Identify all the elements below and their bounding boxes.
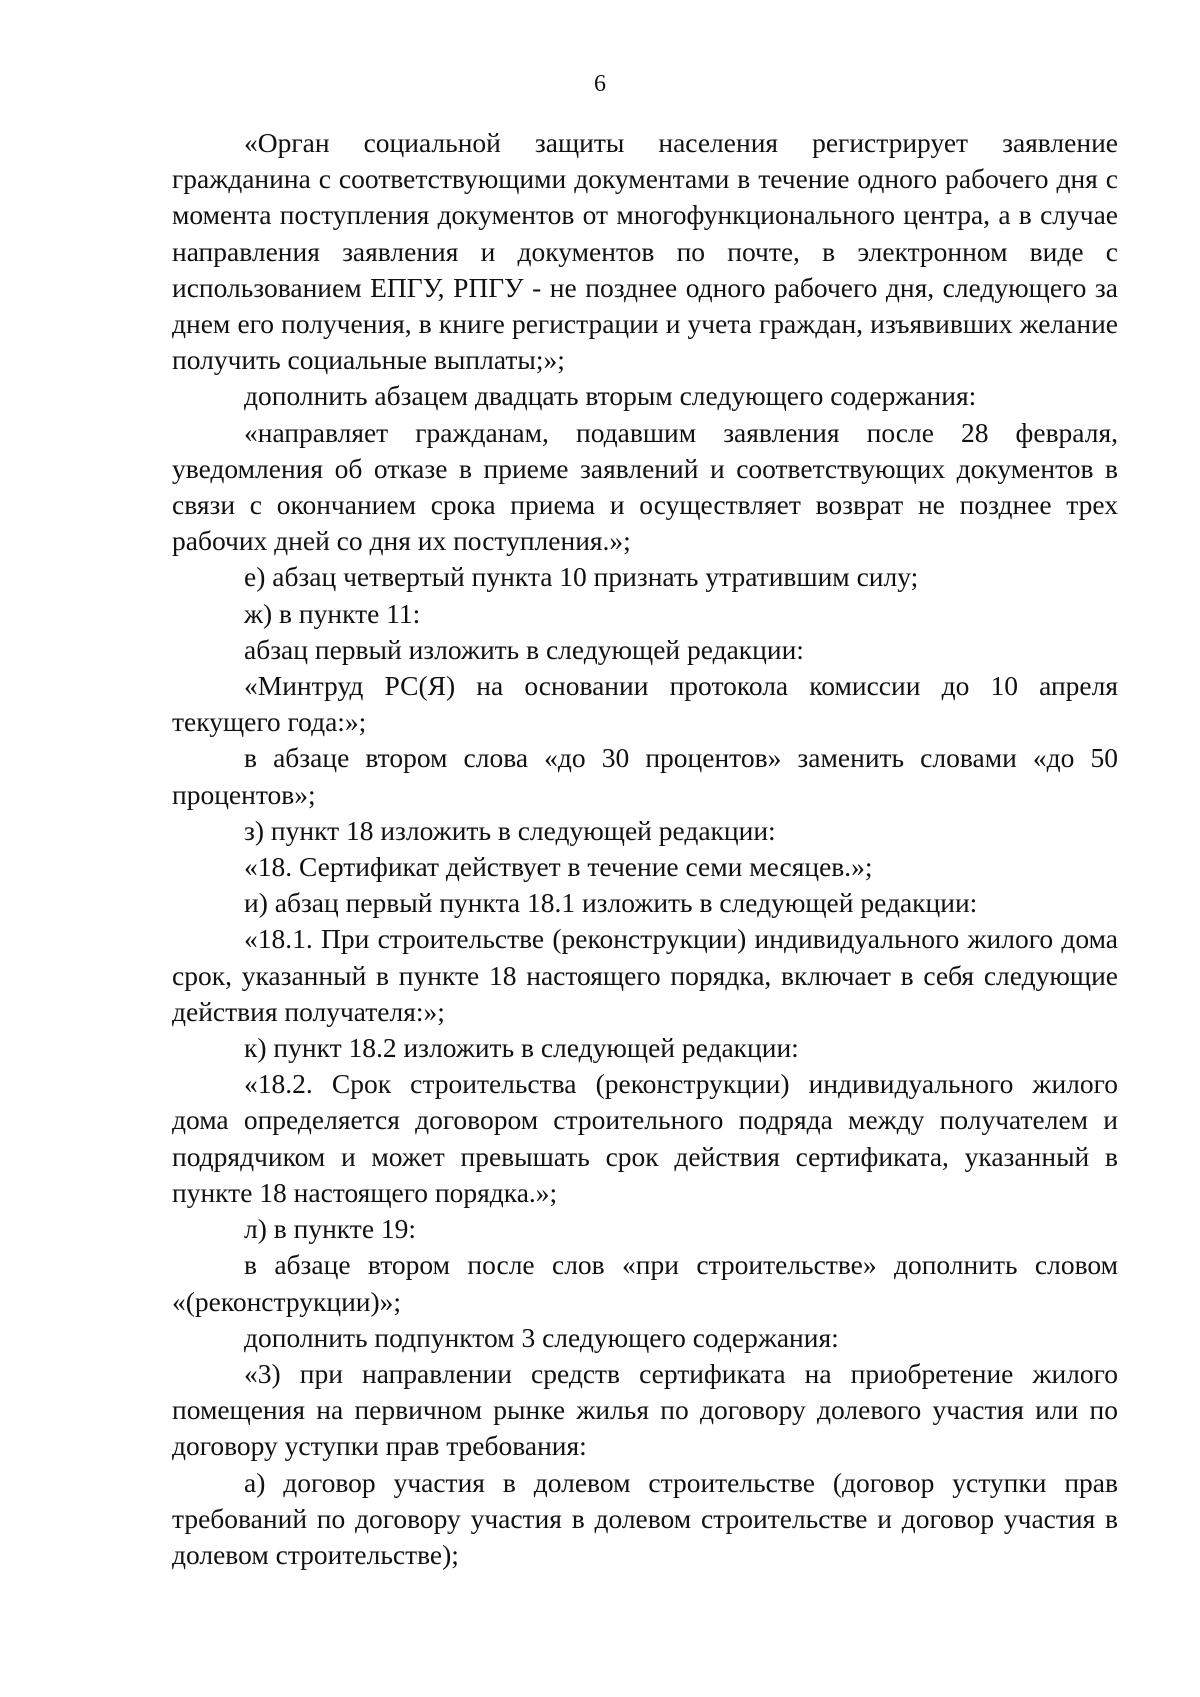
page-number: 6 — [594, 71, 606, 97]
paragraph-certificate-term: «18. Сертификат действует в течение семи месяцев.»; — [244, 851, 873, 883]
paragraph-18-1: «18.1. При строительстве (реконструкции) индивидуального жилого дома срок, указанный в пункте 18 настоящего порядка, включает в себя следующие действия получателя:»; — [172, 923, 1118, 1027]
paragraph-percent-change: в абзаце втором слова «до 30 процентов» заменить словами «до 50 процентов»; — [172, 742, 1118, 810]
paragraph-add-subitem-3: дополнить подпунктом 3 следующего содержания: — [244, 1321, 839, 1353]
paragraph-add-abzac-22: дополнить абзацем двадцать вторым следующего содержания: — [244, 380, 977, 412]
paragraph-18-2: «18.2. Срок строительства (реконструкции) индивидуального жилого дома определяется договором строительного подряда между получателем и подрядчиком и может превышать срок действия сертификата, указанный в пункте 18 настоящего порядка.»; — [172, 1068, 1118, 1208]
paragraph-item-i: и) абзац первый пункта 18.1 изложить в следующей редакции: — [244, 887, 978, 919]
paragraph-item-l: л) в пункте 19: — [244, 1213, 417, 1245]
paragraph-subitem-3: «3) при направлении средств сертификата на приобретение жилого помещения на первичном рынке жилья по договору долевого участия или по договору уступки прав требования: — [172, 1357, 1118, 1462]
paragraph-item-zh: ж) в пункте 11: — [244, 597, 421, 629]
paragraph-item-k: к) пункт 18.2 изложить в следующей редакции: — [244, 1032, 799, 1064]
document-body — [172, 125, 1118, 1573]
paragraph-mintrud: «Минтруд РС(Я) на основании протокола комиссии до 10 апреля текущего года:»; — [172, 670, 1118, 738]
paragraph-item-e: е) абзац четвертый пункта 10 признать утратившим силу; — [244, 561, 919, 593]
paragraph-item-z: з) пункт 18 изложить в следующей редакции: — [244, 814, 776, 846]
paragraph-refusal-notice: «направляет гражданам, подавшим заявления после 28 февраля, уведомления об отказе в приеме заявлений и соответствующих документов в связи с окончанием срока приема и осуществляет возврат не позднее трех рабочих дней со дня их поступления.»; — [172, 416, 1118, 557]
paragraph-reconstruction-word: в абзаце втором после слов «при строительстве» дополнить словом «(реконструкции)»; — [172, 1249, 1118, 1317]
paragraph-first-abzac: абзац первый изложить в следующей редакции: — [244, 633, 804, 665]
paragraph-registration: «Орган социальной защиты населения регистрирует заявление гражданина с соответствующими документами в течение одного рабочего дня с момента поступления документов от многофункционального центра, а в случае направления заявления и документов по почте, в электронном виде с использованием ЕПГУ, РПГУ - не позднее одного рабочего дня, следующего за днем его получения, в книге регистрации и учета граждан, изъявивших желание получить социальные выплаты;»; — [172, 127, 1118, 376]
paragraph-subitem-a: а) договор участия в долевом строительстве (договор уступки прав требований по договору участия в долевом строительстве и договор участия в долевом строительстве); — [172, 1466, 1118, 1570]
